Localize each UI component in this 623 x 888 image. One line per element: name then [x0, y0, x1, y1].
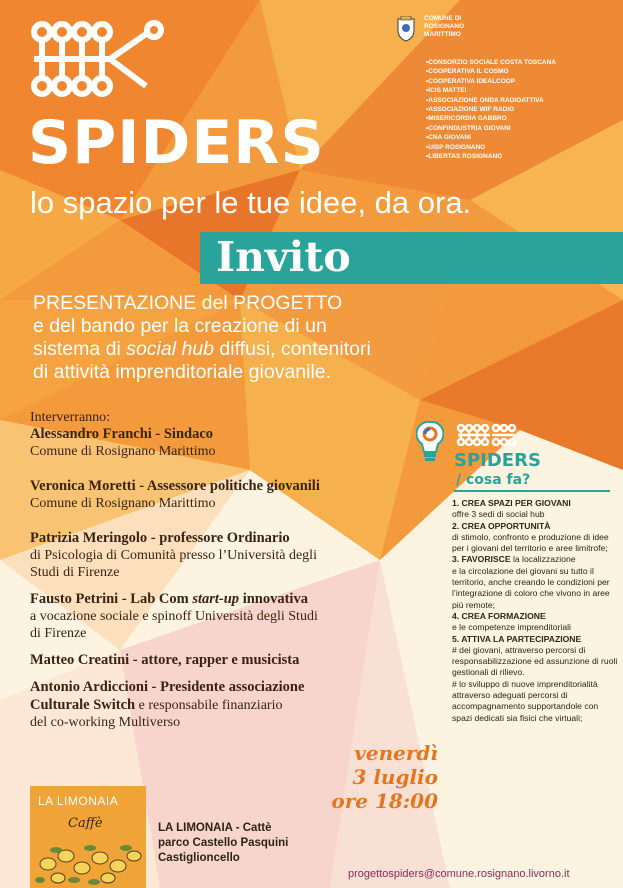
municipal-crest-icon	[396, 16, 416, 42]
speaker-desc: di Psicologia di Comunità presso l’Università degli	[30, 548, 317, 563]
cosa-item-head: 3. FAVORISCE	[452, 554, 511, 565]
partners-list	[426, 58, 556, 161]
pres-line3-b: social hub	[126, 338, 215, 360]
project-title: SPIDERS	[28, 108, 325, 178]
cosa-item-head: 5. ATTIVA LA PARTECIPAZIONE	[452, 633, 582, 644]
venue-logo	[30, 786, 146, 888]
speaker-name: Veronica Moretti - Assessore politiche giovanili	[30, 478, 320, 494]
pres-line1-b: del PROGETTO	[196, 292, 343, 314]
sidebar-subtitle: / cosa fa?	[456, 472, 531, 488]
pres-line4: di attività imprenditoriale giovanile.	[33, 361, 332, 383]
cosa-item-text: # lo sviluppo di nuove imprenditorialità attraverso adeguati percorsi di accompagnamento supportandole con spazi dedicati sia fisici che virtuali;	[452, 678, 599, 723]
speaker-desc: Studi di Firenze	[30, 565, 120, 580]
speaker-name: Antonio Ardiccioni - Presidente associazione	[30, 679, 305, 695]
venue-logo-sub: Caffè	[68, 816, 103, 831]
cosa-item-text: e la circolazione dei giovani su tutto il territorio, anche creando le condizioni per l’integrazione di coloro che vivono in aree più remote;	[452, 565, 610, 610]
comune-name-line2: ROSIGNANO	[424, 23, 465, 30]
lightbulb-icon	[416, 420, 444, 464]
pres-line1-a: PRESENTAZIONE	[33, 292, 197, 314]
cosa-item-text: # dei giovani, attraverso percorsi di responsabilizzazione ed assunzione di ruoli gestionali di rilievo.	[452, 644, 618, 678]
tagline: lo spazio per le tue idee, da ora.	[30, 185, 472, 220]
speaker-name-part: innovativa	[239, 591, 308, 607]
partner-item: • ASSOCIAZIONE ONDA RADIOATTIVA	[426, 96, 556, 105]
speaker-desc: a vocazione sociale e spinoff Università degli Studi	[30, 609, 318, 624]
speaker-desc: del co-working Multiverso	[30, 715, 181, 730]
cosa-item-head-rest: la localizzazione	[510, 554, 576, 565]
speaker-name: Patrizia Meringolo - professore Ordinario	[30, 530, 290, 546]
comune-name	[424, 15, 504, 39]
speaker-desc: Comune di Rosignano Marittimo	[30, 496, 216, 511]
partner-item: • ICIS MATTEI	[426, 86, 556, 95]
event-day: venerdì	[354, 741, 438, 765]
partner-item: • CNA GIOVANI	[426, 133, 556, 142]
speaker-name: Culturale Switch	[30, 697, 136, 713]
speaker-item	[30, 591, 420, 642]
venue-address	[158, 821, 288, 866]
speaker-item	[30, 679, 420, 731]
speaker-item	[30, 426, 420, 460]
partner-item: • COOPERATIVA IL COSMO	[426, 67, 556, 76]
cosa-item-head: 1. CREA SPAZI PER GIOVANI	[452, 498, 571, 508]
speaker-item	[30, 652, 420, 669]
event-date	[304, 741, 438, 813]
speaker-desc: Comune di Rosignano Marittimo	[30, 444, 216, 459]
speaker-name: Matteo Creatini - attore, rapper e musicista	[30, 652, 300, 668]
pres-line3-c: diffusi, contenitori	[214, 338, 371, 360]
partner-item: • COOPERATIVA IDEALCOOP	[426, 77, 556, 86]
comune-name-line3: MARITTIMO	[424, 31, 461, 38]
venue-park: parco Castello Pasquini	[158, 837, 289, 849]
speakers-list	[30, 410, 420, 741]
speaker-item	[30, 530, 420, 581]
contact-email[interactable]: progettospiders@comune.rosignano.livorno.it	[348, 868, 570, 880]
venue-logo-title: LA LIMONAIA	[38, 794, 119, 808]
partner-item: • LIBERTAS ROSIGNANO	[426, 152, 556, 161]
cosa-fa-list	[452, 498, 618, 724]
spiders-mini-logo-icon	[456, 424, 536, 446]
presentation-text	[33, 292, 423, 384]
comune-name-line1: COMUNE DI	[424, 15, 462, 22]
speaker-name-part: Fausto Petrini - Lab Com	[30, 591, 193, 607]
partner-item: • MISERICORDIA GABBRO	[426, 114, 556, 123]
pres-line2: e del bando per la creazione di un	[33, 315, 327, 337]
speaker-desc: e responsabile finanziario	[135, 698, 283, 713]
event-time: ore 18:00	[331, 789, 438, 813]
partner-item: • ASSOCIAZIONE WIF RADIO	[426, 105, 556, 114]
speaker-name	[30, 591, 420, 608]
spiders-logo-icon	[28, 20, 168, 100]
sidebar-divider	[454, 490, 610, 492]
speakers-intro: Interverranno:	[30, 410, 111, 425]
cosa-item-head: 4. CREA FORMAZIONE	[452, 610, 546, 621]
sidebar-title: SPIDERS	[454, 450, 541, 471]
lemons-illustration-icon	[30, 834, 146, 888]
cosa-item-text: offre 3 sedi di social hub	[452, 509, 545, 520]
speaker-name: Alessandro Franchi - Sindaco	[30, 426, 214, 442]
speaker-desc: di Firenze	[30, 626, 87, 641]
speaker-name-italic: start-up	[192, 591, 240, 607]
partner-item: • UISP ROSIGNANO	[426, 143, 556, 152]
cosa-item-text: e le competenze imprenditoriali	[452, 622, 571, 633]
event-date-text: 3 luglio	[352, 765, 438, 789]
cosa-item-head: 2. CREA OPPORTUNITÀ	[452, 520, 551, 531]
invito-heading: Invito	[216, 233, 351, 281]
cosa-item-text: di stimolo, confronto e produzione di idee per i giovani del territorio e aree limitrofe;	[452, 531, 609, 554]
partner-item: • CONFINDUSTRIA GIOVANI	[426, 124, 556, 133]
speaker-item	[30, 478, 420, 512]
venue-town: Castiglioncello	[158, 852, 240, 864]
partner-item: • CONSORZIO SOCIALE COSTA TOSCANA	[426, 58, 556, 67]
venue-name: LA LIMONAIA - Cattè	[158, 822, 272, 834]
pres-line3-a: sistema di	[33, 338, 127, 360]
